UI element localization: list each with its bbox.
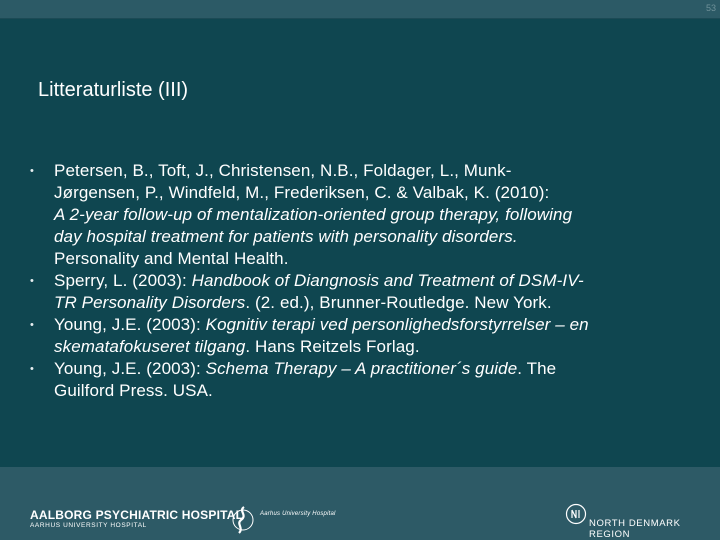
bullet-icon: • (30, 319, 34, 331)
reference-line (54, 226, 680, 248)
reference-line (54, 292, 680, 314)
bullet-icon: • (30, 275, 34, 287)
reference-list (30, 160, 680, 402)
reference-text: Young, J.E. (2003): (54, 359, 206, 378)
aarhus-university-hospital-label: Aarhus University Hospital (260, 511, 336, 517)
reference-line (54, 160, 680, 182)
top-strip (0, 0, 720, 18)
north-denmark-region-icon (565, 503, 587, 525)
reference-italic-text: Handbook of Diangnosis and Treatment of DSM-IV- (191, 271, 584, 290)
hospital-subtitle: AARHUS UNIVERSITY HOSPITAL (30, 522, 147, 529)
reference-text: . The (517, 359, 557, 378)
reference-item (30, 314, 680, 358)
slide-title: Litteraturliste (III) (38, 79, 189, 101)
hospital-name: AALBORG PSYCHIATRIC HOSPITAL (30, 508, 244, 522)
reference-italic-text: skematafokuseret tilgang (54, 337, 246, 356)
reference-text: . (2. ed.), Brunner-Routledge. New York. (245, 293, 552, 312)
reference-italic-text: TR Personality Disorders (54, 293, 246, 312)
reference-text: Young, J.E. (2003): (54, 315, 206, 334)
reference-line (54, 204, 680, 226)
bullet-icon: • (30, 363, 34, 375)
reference-item (30, 358, 680, 402)
reference-text: Jørgensen, P., Windfeld, M., Frederiksen, C. & Valbak, K. (2010): (54, 183, 550, 202)
reference-italic-text: day hospital treatment for patients with personality disorders. (54, 227, 518, 246)
reference-italic-text: Schema Therapy – A practitioner´s guide (205, 359, 518, 378)
reference-italic-text: A 2-year follow-up of mentalization-oriented group therapy, following (54, 205, 573, 224)
page-number: 53 (705, 3, 716, 13)
north-denmark-region-label: NORTH DENMARK REGION (589, 518, 681, 540)
reference-line (54, 336, 680, 358)
reference-item (30, 160, 680, 270)
reference-line (54, 314, 680, 336)
reference-line (54, 358, 680, 380)
reference-text: . Hans Reitzels Forlag. (245, 337, 420, 356)
reference-line (54, 270, 680, 292)
reference-text: Guilford Press. USA. (54, 381, 213, 400)
reference-text: Sperry, L. (2003): (54, 271, 192, 290)
reference-text: Personality and Mental Health. (54, 249, 289, 268)
bullet-icon: • (30, 165, 34, 177)
reference-line (54, 380, 680, 402)
reference-line (54, 182, 680, 204)
reference-line (54, 248, 680, 270)
reference-italic-text: Kognitiv terapi ved personlighedsforstyrrelser – en (205, 315, 589, 334)
aarhus-university-seal-icon (230, 505, 256, 535)
aalborg-psychiatric-hospital-logo (30, 509, 243, 530)
reference-item (30, 270, 680, 314)
reference-text: Petersen, B., Toft, J., Christensen, N.B., Foldager, L., Munk- (54, 161, 512, 180)
